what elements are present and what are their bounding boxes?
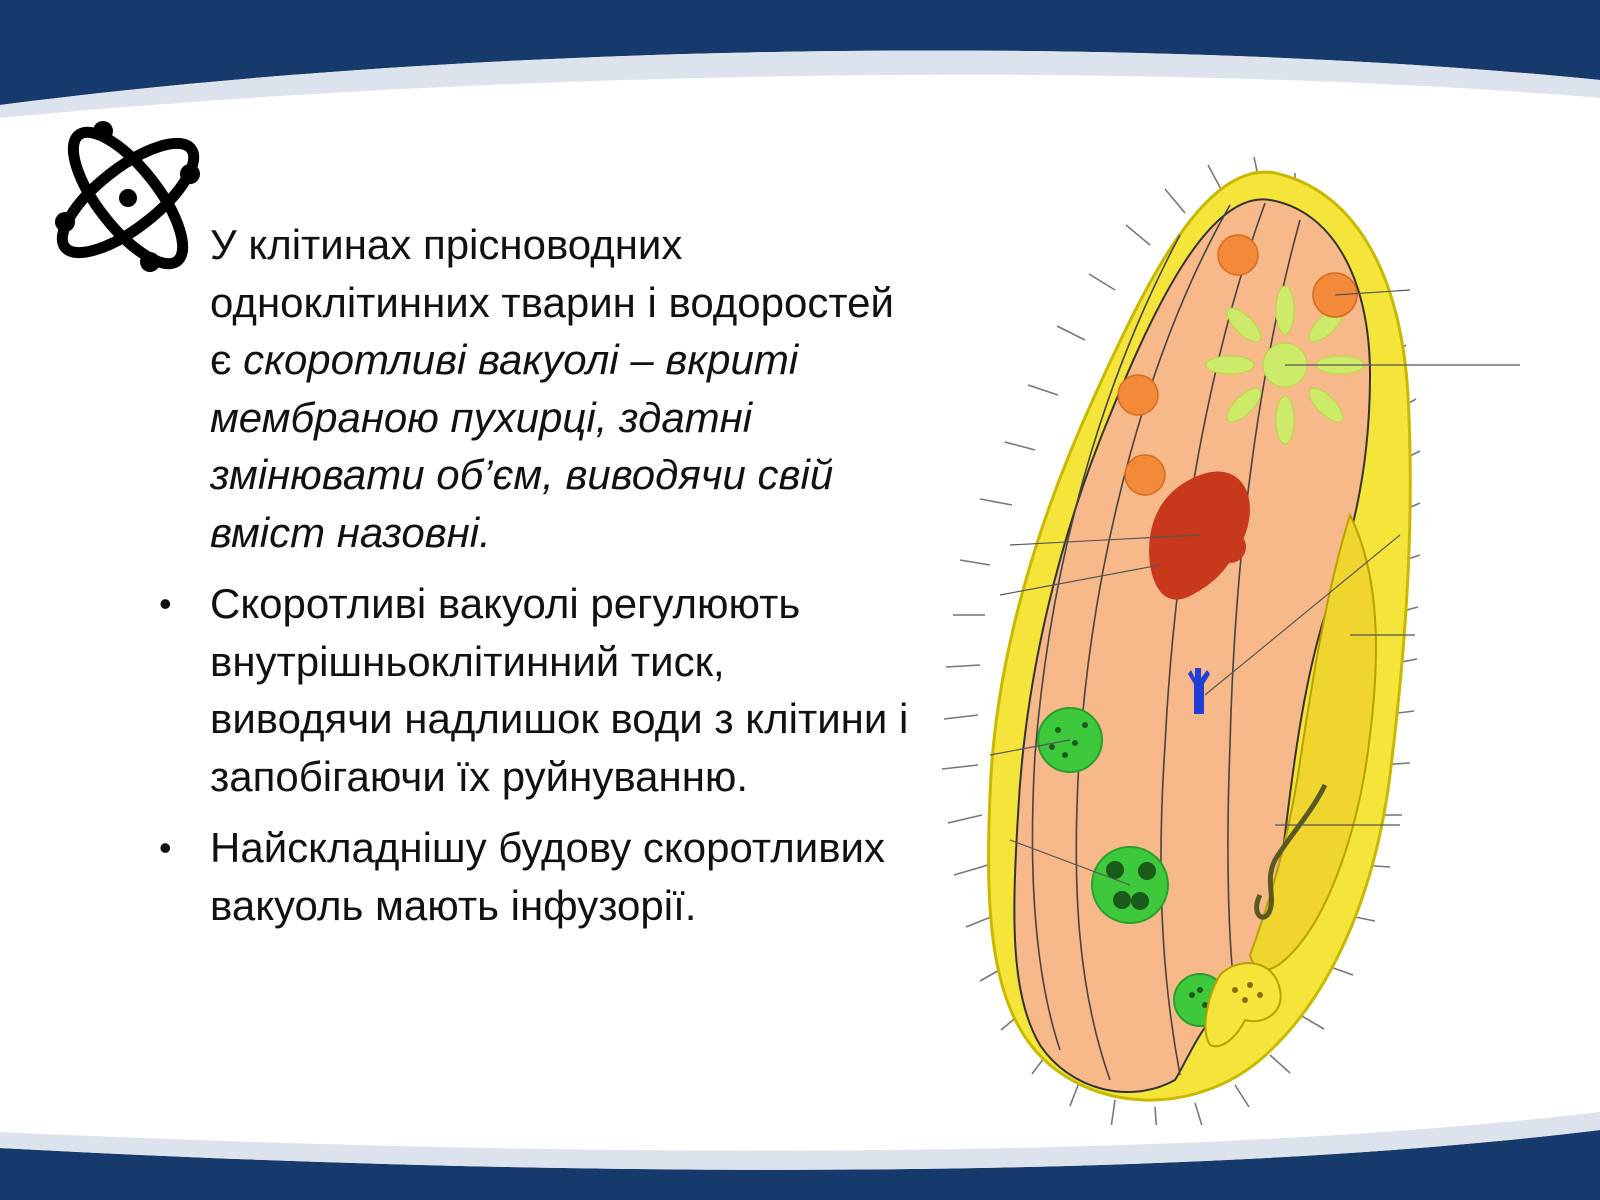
intro-normal-text: У клітинах прісноводних одноклітинних тварин і водоростей є <box>210 221 894 383</box>
slide-body-text <box>155 216 915 948</box>
bullet-text: Скоротливі вакуолі регулюють внутрішньоклітинний тиск, виводячи надлишок води з клітини і запобігаючи їх руйнуванню. <box>210 580 909 800</box>
bullet-text: Найскладнішу будову скоротливих вакуоль мають інфузорії. <box>210 824 885 929</box>
bullet-symbol: • <box>159 827 172 868</box>
bullet-symbol: • <box>159 583 172 624</box>
bullet-item-1 <box>155 575 915 805</box>
intro-paragraph <box>155 216 915 561</box>
intro-italic-text: скоротливі вакуолі – вкриті мембраною пухирці, здатні змінювати об’єм, виводячи свій вміст назовні. <box>210 336 834 556</box>
bullet-item-2 <box>155 819 915 934</box>
micronucleus <box>1214 531 1246 563</box>
paramecium-illustration <box>930 95 1520 1125</box>
